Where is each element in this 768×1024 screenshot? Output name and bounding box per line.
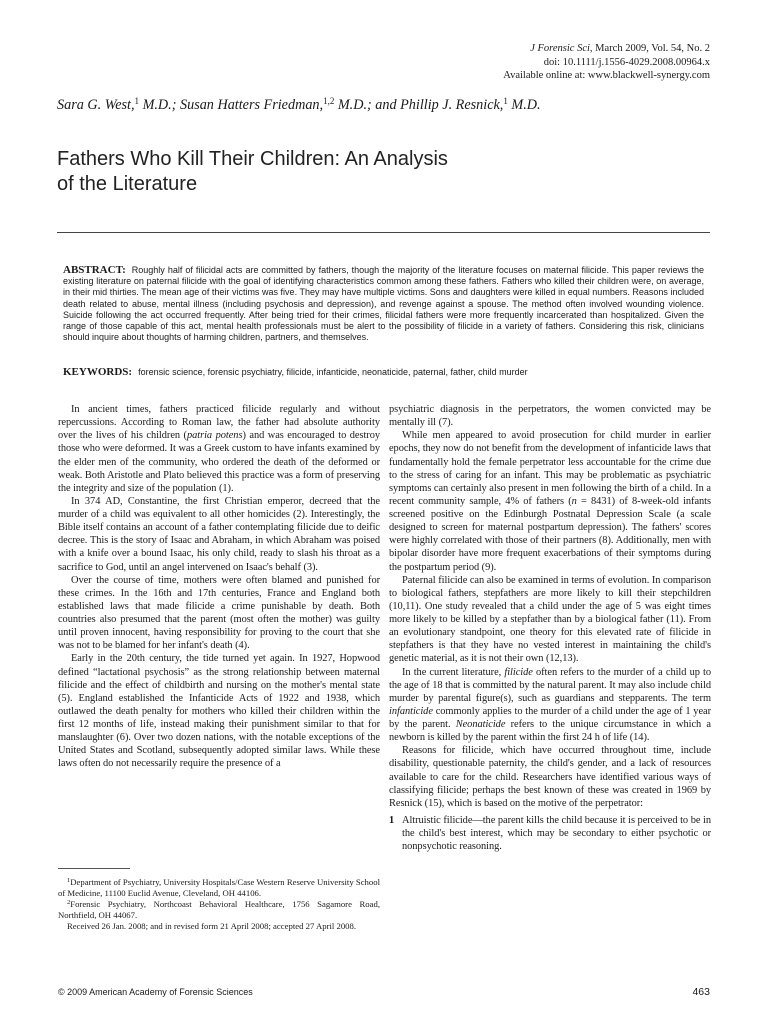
keywords-text: forensic science, forensic psychiatry, filicide, infanticide, neonaticide, paternal, father, child murder [138, 367, 528, 377]
author-affiliation: 1 [503, 96, 508, 106]
author-name: Susan Hatters Friedman, [180, 97, 324, 113]
body-paragraph: In 374 AD, Constantine, the first Christian emperor, decreed that the murder of a child was equivalent to all other homicides (2). Interestingly, the Bible itself contains an account of a father contemplating filicide due to deific decree. This is the story of Isaac and Abraham, in which Abraham was poised with a knife over a bound Isaac, his only child, ready to slash his throat as a sacrifice to God, until an angel intervened on Isaac's behalf (3). [58, 495, 380, 573]
keywords [63, 366, 723, 378]
author-affiliation: 1 [134, 96, 140, 106]
author-degree: M.D. [507, 97, 541, 113]
copyright: © 2009 American Academy of Forensic Sciences [58, 987, 253, 997]
body-column-left [58, 403, 380, 771]
page-number: 463 [692, 986, 710, 998]
journal-doi: doi: 10.1111/j.1556-4029.2008.00964.x [543, 56, 710, 68]
body-paragraph: Early in the 20th century, the tide turned yet again. In 1927, Hopwood defined “lactational psychosis” as the strong relationship between maternal filicide and the effect of childbirth and nursing on the mother's mental state (5). England established the Infanticide Acts of 1922 and 1938, which outlawed the death penalty for mothers who killed their children within the first 12 months of life, instead making their punishment similar to that for manslaughter (6). Over two dozen nations, with the notable exceptions of the United States and Scotland, subsequently adopted similar laws. While these laws often do not necessarily require the presence of a [58, 653, 380, 770]
paper-title: Fathers Who Kill Their Children: An Analysis of the Literature [57, 148, 448, 195]
author-affiliation: 1,2 [323, 96, 335, 106]
body-paragraph: psychiatric diagnosis in the perpetrators, the women convicted may be mentally ill (7). [389, 404, 711, 429]
abstract-text: Roughly half of filicidal acts are committed by fathers, though the majority of the literature focuses on maternal filicide. This paper reviews the existing literature on paternal filicide with the goal of identifying characteristics common among these fathers. Fathers who killed their children were, on average, in their mid thirties. The mean age of their victims was five. They may have multiple victims. Sons and daughters were killed in equal numbers. Reasons included death related to abuse, mental illness (including psychosis and depression), and revenge against a spouse. The method often involved wounding violence. Suicide following the act occurred frequently. After being tried for their crimes, filicidal fathers were more frequently incarcerated than hospitalized. Given the range of those capable of this act, mental health professionals must be alert to the possibility of filicide in a variety of fathers. Considering this risk, clinicians should inquire about thoughts of harming children, partners, and themselves. [63, 265, 704, 343]
author-list [57, 97, 541, 114]
author-degree: M.D.; [334, 97, 372, 113]
body-paragraph: Reasons for filicide, which have occurred throughout time, include disability, questionable paternity, the child's gender, and a lack of resources available to care for the child. Researchers have identified various ways of classifying filicide; perhaps the best known of these was created in 1969 by Resnick (15), which is based on the motive of the perpetrator: [389, 745, 711, 809]
author-name: and Phillip J. Resnick, [375, 97, 504, 113]
footnote: $^1$Department of Psychiatry, University Hospitals/Case Western Reserve University School of Medicine, 11100 Euclid Avenue, Cleveland, OH 44106. [58, 877, 380, 898]
author-degree: M.D.; [139, 97, 177, 113]
body-paragraph: In ancient times, fathers practiced filicide regularly and without repercussions. According to Roman law, the father had absolute authority over the lives of his children (patria potens) and was encouraged to destroy those who were deformed. It was a Greek custom to have infants examined by the elder men of the community, who ordered the death of the deformed or weak. Both Aristotle and Plato believed this practice was a form of preserving the integrity and size of the population (1). [58, 404, 380, 494]
body-paragraph: Over the course of time, mothers were often blamed and punished for these crimes. In the 16th and 17th centuries, France and England both established laws that made filicide a crime punishable by death. Both countries also presumed that the parent (most often the mother) was guilty until proven innocent, having responsibility for proving to the court that she was not to be blamed for her infant's death (4). [58, 574, 380, 652]
body-paragraph: Paternal filicide can also be examined in terms of evolution. In comparison to biological fathers, stepfathers are more likely to kill their stepchildren (10,11). One study revealed that a child under the age of 5 was eight times more likely to be killed by a stepfather than by a biological father (11). From an evolutionary standpoint, one theory for this elevated rate of filicide in stepfathers is that they have no vested interest in maintaining the child's genetic material, as it is not their own (12,13). [389, 574, 711, 665]
journal-header [503, 42, 710, 83]
footnotes [58, 877, 380, 932]
journal-online: Available online at: www.blackwell-synergy.com [503, 70, 710, 81]
footnote-divider [58, 868, 130, 869]
body-paragraph: In the current literature, filicide often refers to the murder of a child up to the age of 18 that is committed by the natural parent. It may also include child murder by parental figure(s), such as guardians and stepparents. The term infanticide commonly applies to the murder of a child under the age of 1 year by the parent. Neonaticide refers to the unique circumstance in which a newborn is killed by the parent within the first 24 h of life (14). [389, 666, 711, 744]
abstract-label: ABSTRACT: [63, 264, 126, 276]
author-name: Sara G. West, [57, 97, 135, 113]
journal-citation: J Forensic Sci, March 2009, Vol. 54, No. 2 [530, 43, 710, 54]
body-column-right [389, 403, 711, 853]
keywords-label: KEYWORDS: [63, 366, 133, 378]
title-divider [57, 232, 710, 233]
received-dates: Received 26 Jan. 2008; and in revised form 21 April 2008; accepted 27 April 2008. [67, 920, 357, 931]
body-paragraph: While men appeared to avoid prosecution for child murder in earlier epochs, they now do not benefit from the development of infanticide laws that fundamentally hold the female perpetrator less accountable for the crime due to the stress of caring for an infant. This may be problematic as psychiatric symptoms can certainly also present in men following the birth of a child. In a recent community sample, 4% of fathers (n = 8431) of 8-week-old infants screened positive on the Edinburgh Postnatal Depression Scale (a scale designed to screen for maternal postpartum depression). The fathers' scores were highly correlated with those of their partners (8). Additionally, men with bipolar disorder have more frequent exacerbations of their symptoms during the postpartum period (9). [389, 430, 712, 573]
list-text: Altruistic filicide—the parent kills the child because it is perceived to be in the child's best interest, which may be secondary to either psychotic or nonpsychotic reasoning. [402, 814, 711, 853]
list-item [389, 814, 711, 853]
footnote: $^2$Forensic Psychiatry, Northcoast Behavioral Healthcare, 1756 Sagamore Road, Northfield, OH 44067. [58, 898, 380, 920]
list-number: 1 [389, 814, 395, 826]
abstract [63, 265, 704, 343]
